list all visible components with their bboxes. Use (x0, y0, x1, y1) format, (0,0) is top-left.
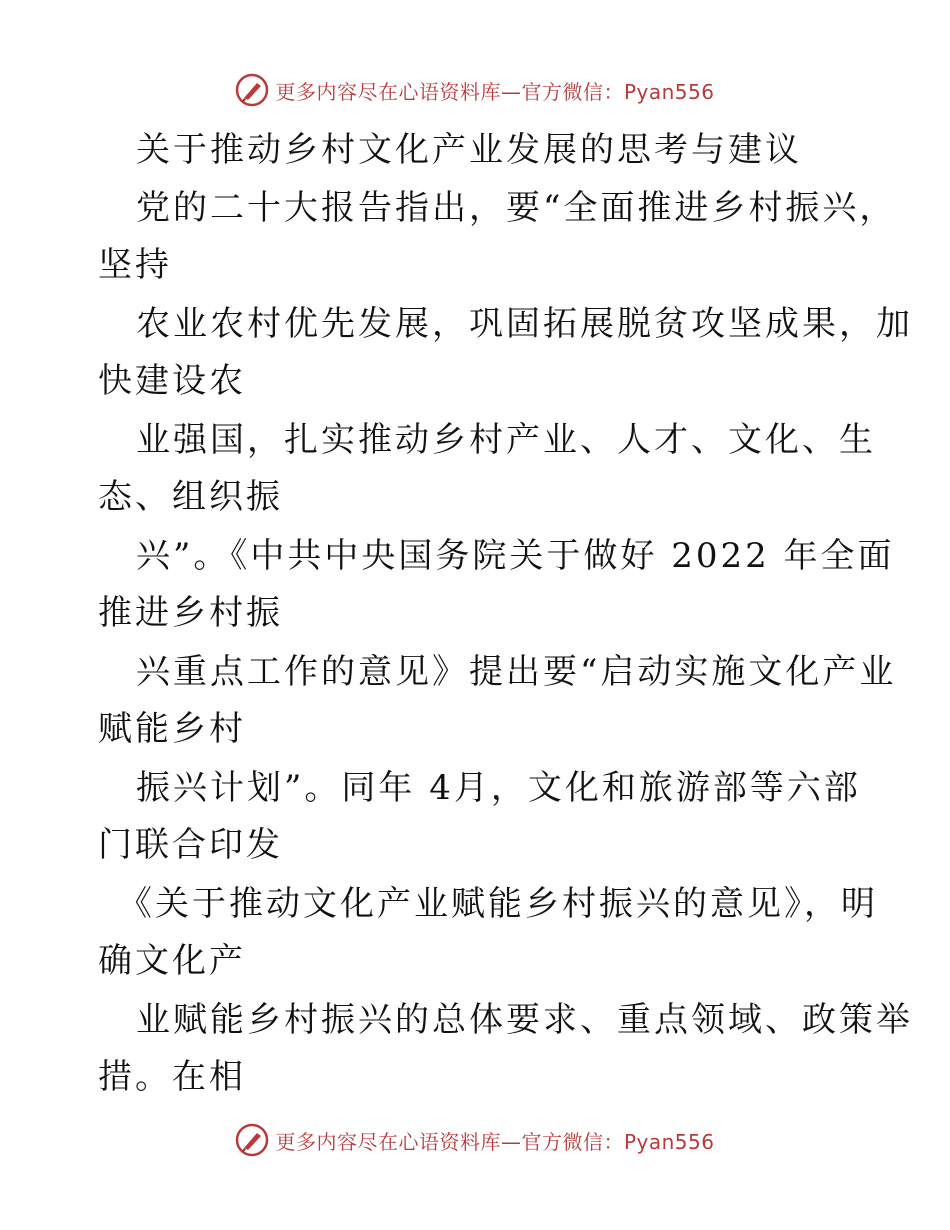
paragraph-line: 快建设农 (98, 361, 246, 401)
paragraph-line: 赋能乡村 (98, 709, 246, 749)
paragraph-line: 兴”。《中共中央国务院关于做好 2022 年全面 (136, 536, 895, 576)
paragraph-line: 业强国，扎实推动乡村产业、人才、文化、生 (136, 420, 876, 460)
footer-watermark-text: 更多内容尽在心语资料库—官方微信：Pyan556 (275, 1129, 715, 1154)
paragraph-line: 推进乡村振 (98, 593, 283, 633)
paragraph-line: 确文化产 (98, 941, 246, 981)
footer-watermark-banner (0, 1120, 950, 1160)
paragraph-line: 门联合印发 (98, 825, 283, 865)
paragraph-line: 坚持 (98, 245, 172, 285)
header-watermark-banner (0, 70, 950, 110)
paragraph-line: 农业农村优先发展，巩固拓展脱贫攻坚成果，加 (136, 304, 913, 344)
paragraph-line: 党的二十大报告指出，要“全面推进乡村振兴， (136, 188, 897, 228)
header-watermark-text: 更多内容尽在心语资料库—官方微信：Pyan556 (275, 79, 715, 104)
paragraph-line: 业赋能乡村振兴的总体要求、重点领域、政策举 (136, 1000, 913, 1040)
paragraph-line: 措。在相 (98, 1057, 246, 1097)
pen-logo-icon (235, 73, 269, 107)
paragraph-line: 兴重点工作的意见》提出要“启动实施文化产业 (136, 652, 897, 692)
paragraph-line: 振兴计划”。同年 4月，文化和旅游部等六部 (136, 768, 861, 808)
document-title: 关于推动乡村文化产业发展的思考与建议 (136, 130, 802, 170)
pen-logo-icon (235, 1123, 269, 1157)
paragraph-line: 《关于推动文化产业赋能乡村振兴的意见》，明 (118, 884, 878, 924)
paragraph-line: 态、组织振 (98, 477, 283, 517)
